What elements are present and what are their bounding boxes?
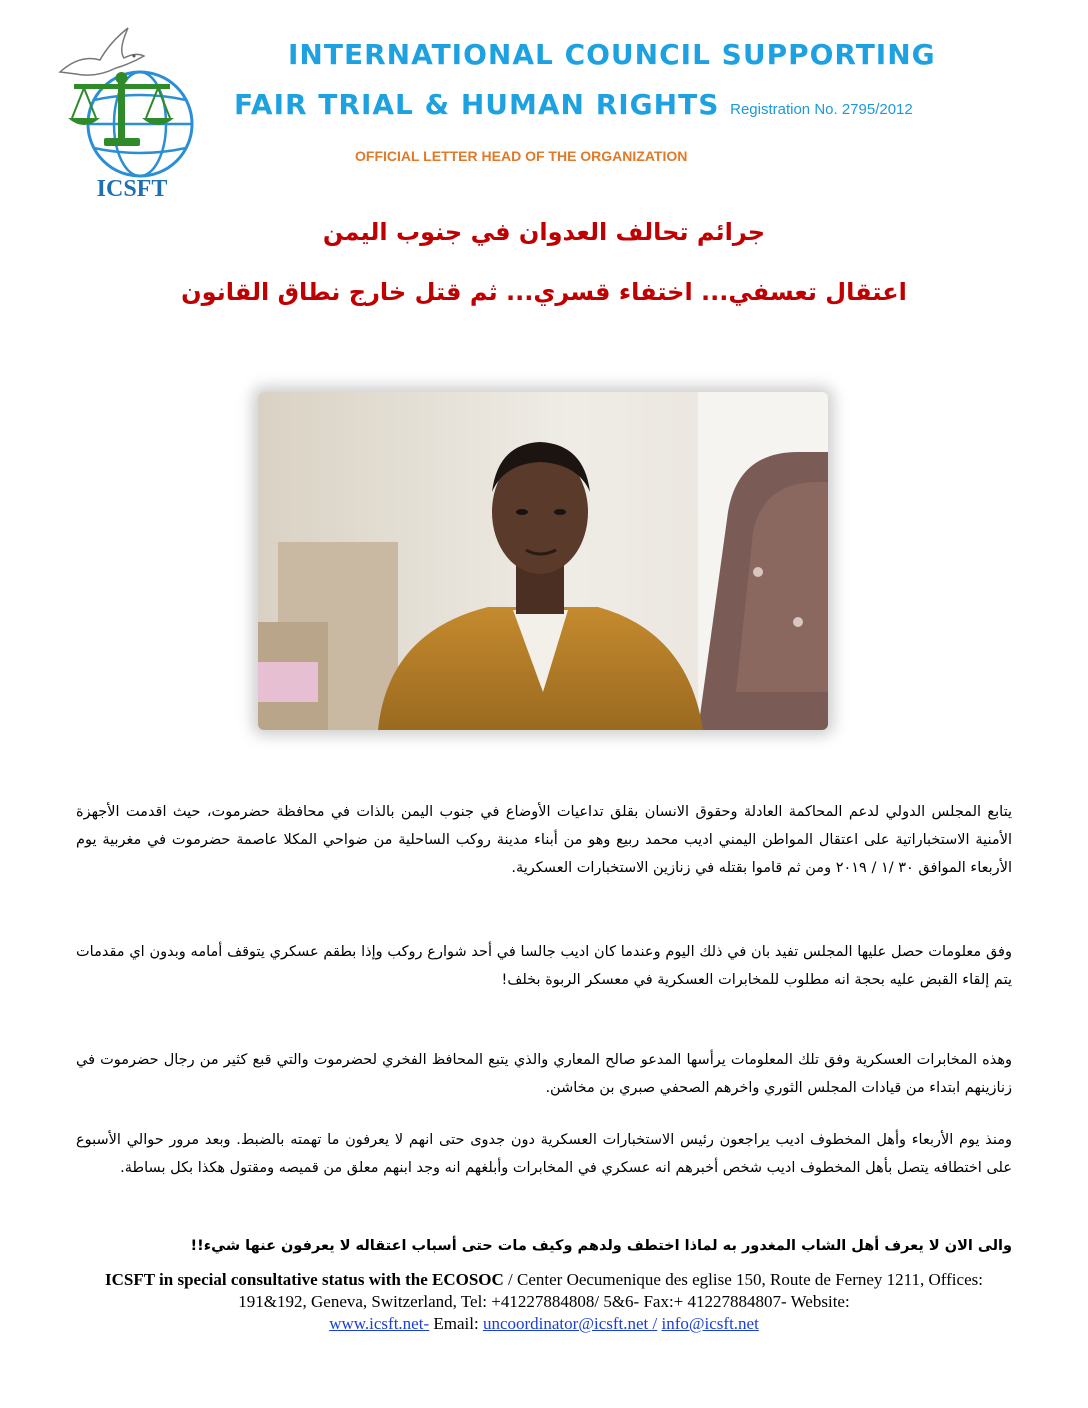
body-paragraph-5: والى الان لا يعرف أهل الشاب المغدور به لماذا اختطف ولدهم وكيف مات حتى أسباب اعتقاله لا يعرفون عنها شيء!! xyxy=(190,1238,1012,1254)
body-paragraph-4: ومنذ يوم الأربعاء وأهل المخطوف اديب يراجعون رئيس الاستخبارات العسكرية دون جدوى حتى انهم لا يعرفون ما تهمته بالضبط. وبعد مرور حوالي الأسبوع على اختطافه يتصل بأهل المخطوف اديب شخص أخبرهم انه عسكري في المخابرات وأبلغهم انه وجد ابنهم معلق من قميصه ومقتول هكذا بكل بساطة. xyxy=(76,1132,1012,1176)
letterhead-subtitle: OFFICIAL LETTER HEAD OF THE ORGANIZATION xyxy=(355,148,688,164)
headline-primary: جرائم تحالف العدوان في جنوب اليمن xyxy=(322,218,766,246)
email-link-coordinator[interactable]: uncoordinator@icsft.net / xyxy=(482,1314,658,1333)
registration-number: Registration No. 2795/2012 xyxy=(730,101,913,118)
body-paragraph-3: وهذه المخابرات العسكرية وفق تلك المعلومات يرأسها المدعو صالح المعاري والذي يتبع المحافظ الفخري لحضرموت والتي قبع كثير من رجال حضرموت في زنازينهم ابتداء من قيادات المجلس الثوري واخرهم الصحفي صبري بن مخاشن. xyxy=(76,1052,1012,1096)
org-name-line2-text: FAIR TRIAL & HUMAN RIGHTS xyxy=(234,88,720,121)
email-link-info[interactable]: info@icsft.net xyxy=(661,1314,759,1333)
email-label: Email: xyxy=(429,1314,483,1333)
org-name-line2 xyxy=(234,88,913,121)
footer-address: / Center Oecumenique des eglise 150, Route de Ferney 1211, Offices: 191&192, Geneva, Switzerland, Tel: +41227884808/ 5&6- Fax:+ 41227884807- Website: xyxy=(238,1270,983,1311)
website-link[interactable]: www.icsft.net- xyxy=(329,1314,430,1333)
footer xyxy=(76,1269,1012,1335)
dove-icon xyxy=(60,28,144,75)
org-name-line1: INTERNATIONAL COUNCIL SUPPORTING xyxy=(288,38,936,71)
photo-of-man xyxy=(258,392,828,730)
scales-of-justice-icon xyxy=(68,72,174,146)
headline-secondary: اعتقال تعسفي... اختفاء قسري... ثم قتل خارج نطاق القانون xyxy=(181,278,907,306)
body-paragraph-2: وفق معلومات حصل عليها المجلس تفيد بان في ذلك اليوم وعندما كان اديب جالسا في أحد شوارع روكب وإذا بطقم عسكري يتوقف أمامه وبدون اي مقدمات يتم إلقاء القبض عليه بحجة انه مطلوب للمخابرات العسكرية في معسكر الربوة بخلف! xyxy=(76,944,1012,988)
body-paragraph-1: يتابع المجلس الدولي لدعم المحاكمة العادلة وحقوق الانسان بقلق تداعيات الأوضاع في جنوب اليمن بالذات في محافظة حضرموت، حيث اقدمت الأجهزة الأمنية الاستخباراتية على اعتقال المواطن اليمني اديب محمد ربيع وهو من أبناء مدينة روكب الساحلية من ضواحي المكلا عاصمة حضرموت في مغربية يوم الأربعاء الموافق ٣٠ /١ / ٢٠١٩ ومن ثم قاموا بقتله في زنازين الاستخبارات العسكرية. xyxy=(76,804,1012,876)
footer-status: ICSFT in special consultative status with the ECOSOC xyxy=(105,1270,504,1289)
logo-text: ICSFT xyxy=(96,176,168,202)
